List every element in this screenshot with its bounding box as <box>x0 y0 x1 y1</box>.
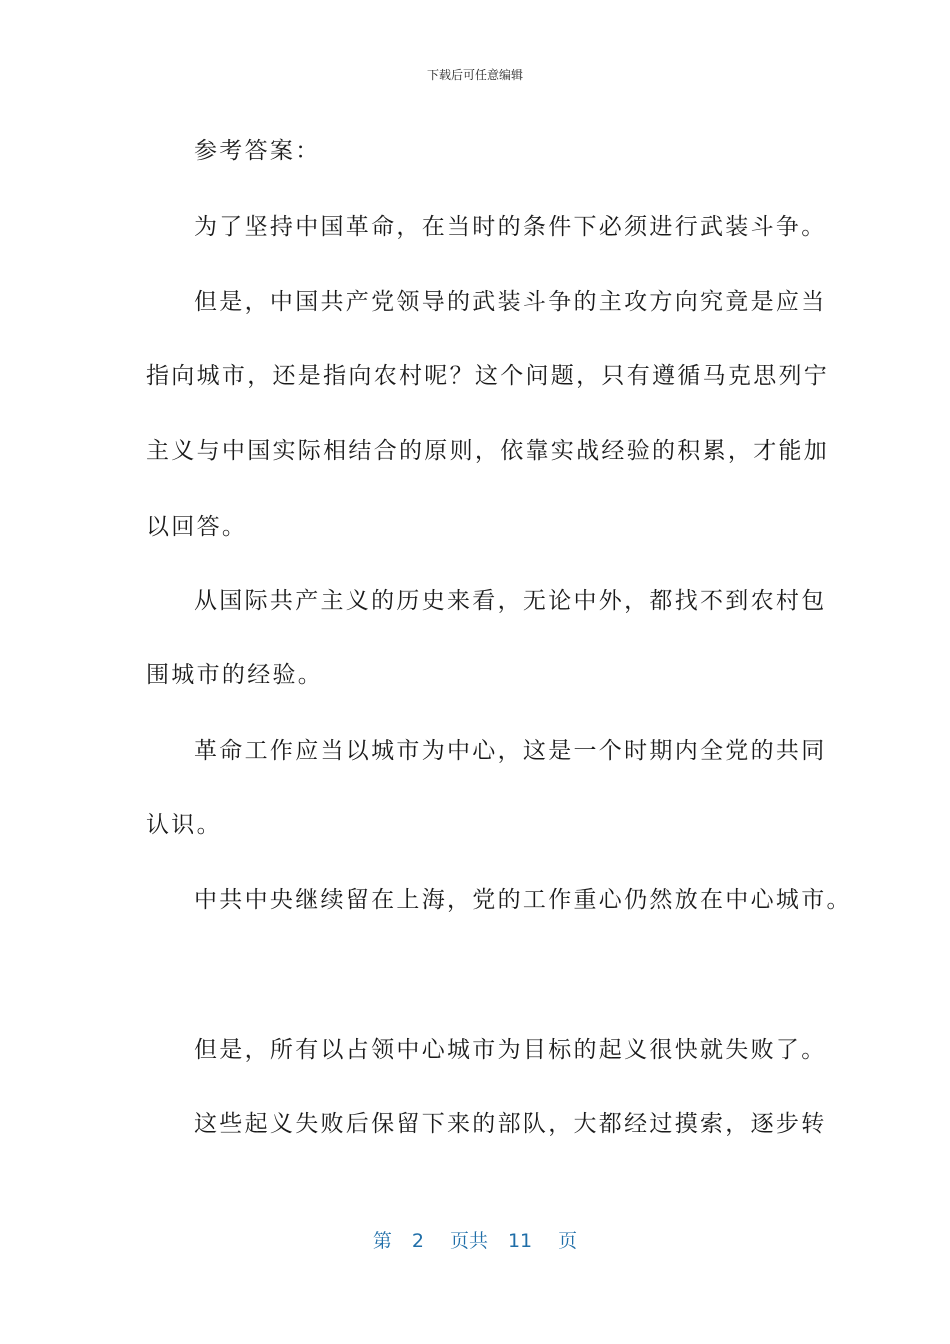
body-line: 中共中央继续留在上海，党的工作重心仍然放在中心城市。 <box>194 887 852 913</box>
body-line: 为了坚持中国革命，在当时的条件下必须进行武装斗争。 <box>194 214 827 240</box>
body-line: 指向城市，还是指向农村呢？这个问题，只有遵循马克思列宁 <box>146 363 830 389</box>
footer-page-number: 2 <box>411 1230 424 1252</box>
footer-middle: 页共 <box>449 1230 488 1252</box>
page-footer <box>0 1226 950 1253</box>
body-line: 主义与中国实际相结合的原则，依靠实战经验的积累，才能加 <box>146 438 830 464</box>
body-line: 以回答。 <box>146 514 248 540</box>
footer-total-pages: 11 <box>507 1230 533 1252</box>
body-line: 但是，所有以占领中心城市为目标的起义很快就失败了。 <box>194 1037 827 1063</box>
footer-prefix: 第 <box>372 1230 392 1252</box>
body-line: 革命工作应当以城市为中心，这是一个时期内全党的共同 <box>194 738 827 764</box>
body-line: 但是，中国共产党领导的武装斗争的主攻方向究竟是应当 <box>194 289 827 315</box>
page-header: 下载后可任意编辑 <box>426 68 523 82</box>
body-line: 认识。 <box>146 812 222 838</box>
body-line: 围城市的经验。 <box>146 662 324 688</box>
body-line: 这些起义失败后保留下来的部队，大都经过摸索，逐步转 <box>194 1111 827 1137</box>
body-line: 参考答案： <box>194 138 321 164</box>
body-line: 从国际共产主义的历史来看，无论中外，都找不到农村包 <box>194 588 827 614</box>
footer-suffix: 页 <box>558 1230 578 1252</box>
